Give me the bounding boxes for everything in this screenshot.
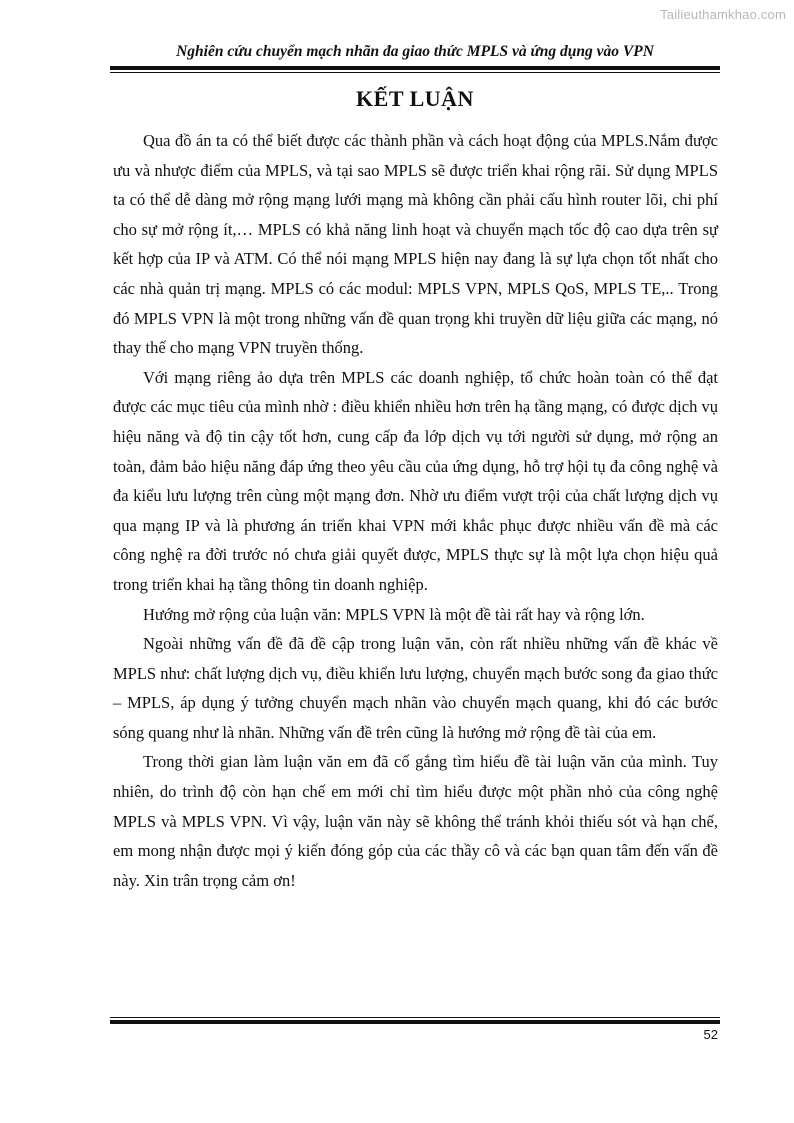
- paragraph-5: Trong thời gian làm luận văn em đã cố gắng tìm hiểu đề tài luận văn của mình. Tuy nhiên, do trình độ còn hạn chế em mới chỉ tìm hiểu được một phần nhỏ của công nghệ MPLS và MPLS VPN. Vì vậy, luận văn này sẽ không thể tránh khỏi thiếu sót và hạn chế, em mong nhận được mọi ý kiến đóng góp của các thầy cô và các bạn quan tâm đến vấn đề này. Xin trân trọng cảm ơn!: [113, 752, 718, 890]
- footer-rule-thin: [110, 1017, 720, 1018]
- page-number: 52: [703, 1027, 718, 1042]
- paragraph-4: Ngoài những vấn đề đã đề cập trong luận văn, còn rất nhiều những vấn đề khác về MPLS như: chất lượng dịch vụ, điều khiển lưu lượng, chuyển mạch bước song đa giao thức – MPLS, áp dụng ý tưởng chuyển mạch nhãn vào chuyển mạch quang, khi đó các bước sóng quang như là nhãn. Những vấn đề trên cũng là hướng mở rộng đề tài của em.: [113, 634, 718, 742]
- header-rule-thick: [110, 66, 720, 70]
- paragraph-2: Với mạng riêng ảo dựa trên MPLS các doanh nghiệp, tổ chức hoàn toàn có thể đạt được các mục tiêu của mình nhờ : điều khiển nhiều hơn trên hạ tầng mạng, có được dịch vụ hiệu năng và độ tin cậy tốt hơn, cung cấp đa lớp dịch vụ tới người sử dụng, mở rộng an toàn, đảm bảo hiệu năng đáp ứng theo yêu cầu của ứng dụng, hỗ trợ hội tụ đa công nghệ và đa kiểu lưu lượng trên cùng một mạng đơn. Nhờ ưu điểm vượt trội của chất lượng dịch vụ qua mạng IP và là phương án triển khai VPN mới khắc phục được nhiều vấn đề mà các công nghệ ra đời trước nó chưa giải quyết được, MPLS thực sự là một lựa chọn hiệu quả trong triển khai hạ tầng thông tin doanh nghiệp.: [113, 367, 718, 594]
- watermark: Tailieuthamkhao.com: [660, 7, 786, 22]
- paragraph-3: Hướng mở rộng của luận văn: MPLS VPN là một đề tài rất hay và rộng lớn.: [143, 604, 645, 624]
- running-header: Nghiên cứu chuyển mạch nhãn đa giao thức MPLS và ứng dụng vào VPN: [176, 43, 654, 60]
- section-title: KẾT LUẬN: [356, 86, 474, 111]
- paragraph-1: Qua đồ án ta có thể biết được các thành phần và cách hoạt động của MPLS.Nắm được ưu và nhược điểm của MPLS, và tại sao MPLS sẽ được triển khai rộng rãi. Sử dụng MPLS ta có thể dễ dàng mở rộng mạng lưới mạng mà không cần phải cấu hình router lõi, chi phí cho sự mở rộng ít,… MPLS có khả năng linh hoạt và chuyển mạch tốc độ cao dựa trên sự kết hợp của IP và ATM. Có thể nói mạng MPLS hiện nay đang là sự lựa chọn tốt nhất cho các nhà quản trị mạng. MPLS có các modul: MPLS VPN, MPLS QoS, MPLS TE,.. Trong đó MPLS VPN là một trong những vấn đề quan trọng khi truyền dữ liệu giữa các mạng, nó thay thế cho mạng VPN truyền thống.: [113, 131, 718, 358]
- footer-rule-thick: [110, 1020, 720, 1024]
- body-text: [113, 126, 718, 895]
- header-rule-thin: [110, 72, 720, 73]
